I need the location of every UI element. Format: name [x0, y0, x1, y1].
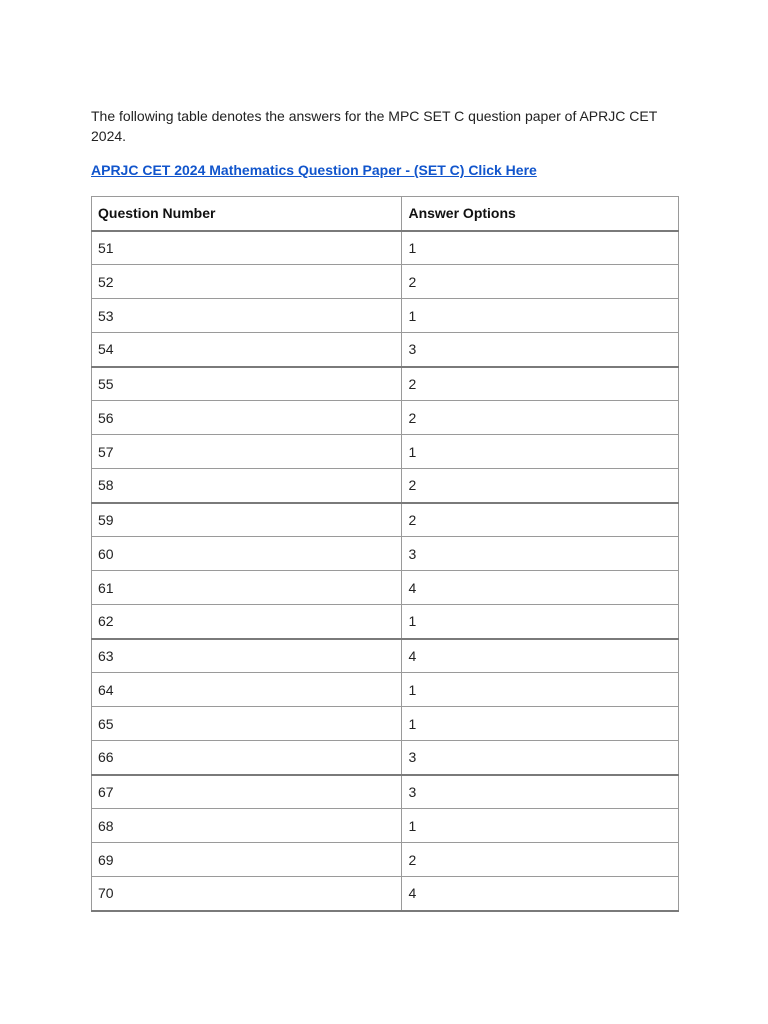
question-number-cell: 53: [92, 299, 402, 333]
answer-option-cell: 4: [402, 877, 679, 911]
question-number-cell: 68: [92, 809, 402, 843]
answer-option-cell: 3: [402, 741, 679, 775]
table-row: [92, 843, 679, 877]
table-row: [92, 775, 679, 809]
answer-option-cell: 2: [402, 401, 679, 435]
table-row: [92, 707, 679, 741]
table-row: [92, 537, 679, 571]
header-answer-options: Answer Options: [402, 197, 679, 231]
answer-option-cell: 3: [402, 775, 679, 809]
answer-option-cell: 1: [402, 605, 679, 639]
document-page: [91, 106, 678, 912]
question-number-cell: 63: [92, 639, 402, 673]
answer-key-table: [91, 196, 679, 912]
question-number-cell: 52: [92, 265, 402, 299]
header-question-number: Question Number: [92, 197, 402, 231]
table-row: [92, 333, 679, 367]
question-number-cell: 56: [92, 401, 402, 435]
table-body: [92, 231, 679, 911]
answer-option-cell: 1: [402, 809, 679, 843]
question-number-cell: 58: [92, 469, 402, 503]
answer-option-cell: 1: [402, 707, 679, 741]
table-row: [92, 401, 679, 435]
question-number-cell: 70: [92, 877, 402, 911]
table-row: [92, 809, 679, 843]
table-row: [92, 503, 679, 537]
question-number-cell: 51: [92, 231, 402, 265]
answer-option-cell: 1: [402, 673, 679, 707]
question-number-cell: 65: [92, 707, 402, 741]
answer-option-cell: 4: [402, 571, 679, 605]
intro-paragraph: The following table denotes the answers for the MPC SET C question paper of APRJC CET 2024.: [91, 108, 657, 144]
table-row: [92, 231, 679, 265]
table-row: [92, 877, 679, 911]
question-number-cell: 59: [92, 503, 402, 537]
question-number-cell: 55: [92, 367, 402, 401]
answer-option-cell: 1: [402, 435, 679, 469]
table-row: [92, 605, 679, 639]
question-number-cell: 61: [92, 571, 402, 605]
question-number-cell: 66: [92, 741, 402, 775]
answer-option-cell: 3: [402, 333, 679, 367]
table-row: [92, 265, 679, 299]
table-row: [92, 571, 679, 605]
answer-option-cell: 2: [402, 265, 679, 299]
answer-option-cell: 2: [402, 503, 679, 537]
question-number-cell: 64: [92, 673, 402, 707]
question-number-cell: 60: [92, 537, 402, 571]
answer-option-cell: 1: [402, 299, 679, 333]
question-number-cell: 62: [92, 605, 402, 639]
question-number-cell: 57: [92, 435, 402, 469]
answer-option-cell: 4: [402, 639, 679, 673]
answer-option-cell: 2: [402, 843, 679, 877]
table-row: [92, 299, 679, 333]
question-number-cell: 69: [92, 843, 402, 877]
table-row: [92, 435, 679, 469]
table-row: [92, 367, 679, 401]
table-row: [92, 741, 679, 775]
answer-option-cell: 2: [402, 469, 679, 503]
table-row: [92, 639, 679, 673]
question-number-cell: 67: [92, 775, 402, 809]
question-paper-link[interactable]: APRJC CET 2024 Mathematics Question Paper - (SET C) Click Here: [91, 162, 537, 178]
answer-option-cell: 3: [402, 537, 679, 571]
answer-option-cell: 2: [402, 367, 679, 401]
table-header-row: [92, 197, 679, 231]
answer-option-cell: 1: [402, 231, 679, 265]
question-number-cell: 54: [92, 333, 402, 367]
table-row: [92, 673, 679, 707]
table-row: [92, 469, 679, 503]
